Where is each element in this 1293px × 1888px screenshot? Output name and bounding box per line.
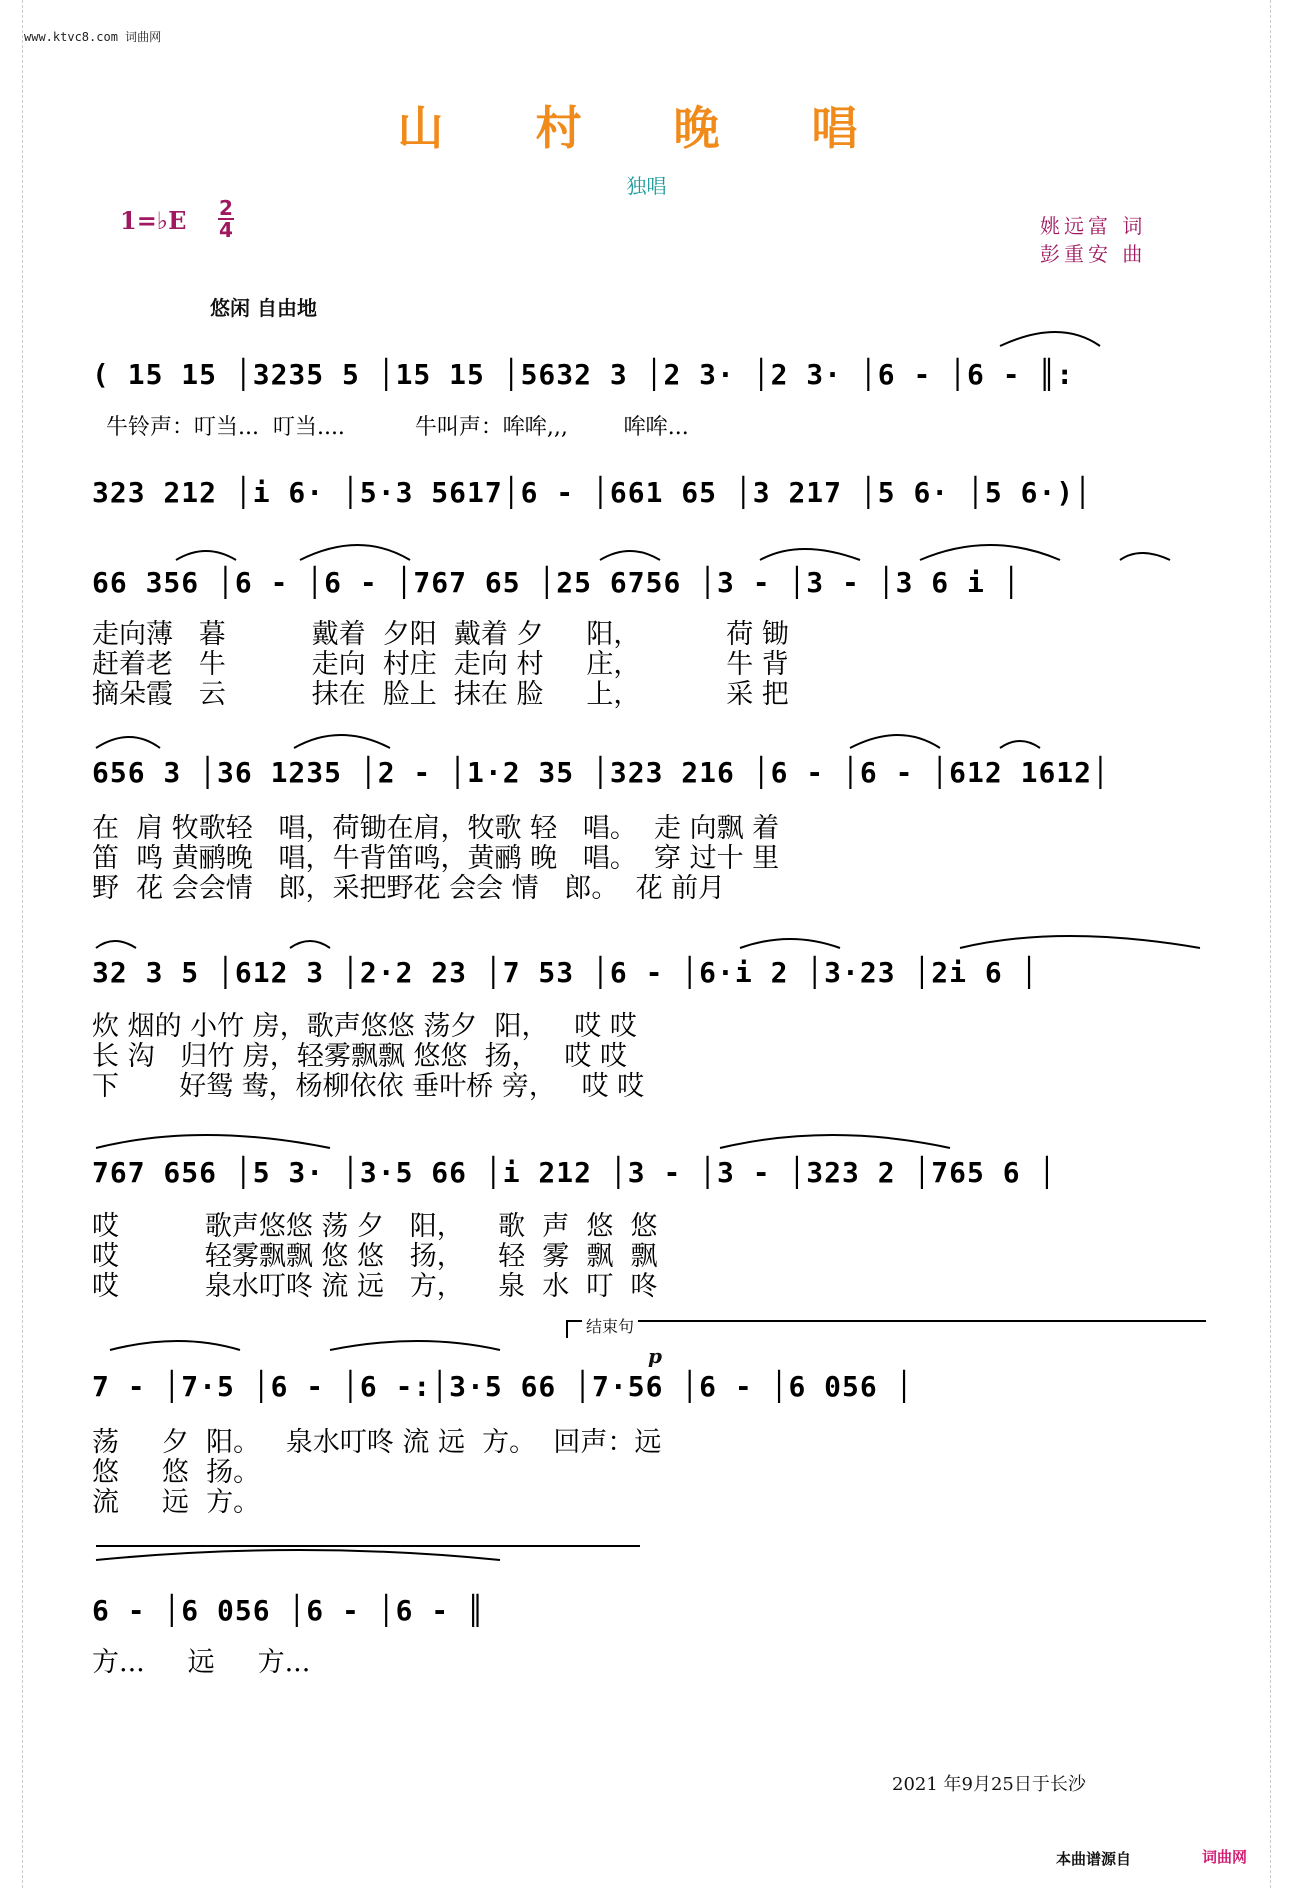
lyric-line: 牛铃声：叮当... 叮当.... 牛叫声：哞哞,,, 哞哞... <box>92 415 689 440</box>
composition-date: 2021 年9月25日于长沙 <box>892 1774 1086 1795</box>
ending-label: 结束句 <box>582 1314 638 1337</box>
source-site-link[interactable]: 词曲网 <box>1202 1848 1248 1866</box>
lyric-line: 笛 鸣 黄鹂晚 唱，牛背笛鸣，黄鹂 晚 唱。 穿 过十 里 <box>92 843 780 874</box>
lyric-line: 哎 轻雾飘飘 悠 悠 扬， 轻 雾 飘 飘 <box>92 1241 658 1272</box>
song-subtitle: 独唱 <box>626 174 667 198</box>
right-margin-strip <box>1270 0 1285 1888</box>
lyric-line: 方... 远 方... <box>92 1647 311 1678</box>
notation-text: 323 212 │i 6· │5·3 5617│6 - │661 65 │3 217 │5 6· │5 6·)│ <box>92 476 1093 509</box>
notation-row-7 <box>86 1366 1206 1406</box>
lyric-line: 炊 烟的 小竹 房，歌声悠悠 荡夕 阳， 哎 哎 <box>92 1011 637 1042</box>
tempo-marking: 悠闲 自由地 <box>210 296 317 320</box>
site-watermark[interactable]: www.ktvc8.com 词曲网 <box>24 30 162 44</box>
time-bottom: 4 <box>219 218 233 242</box>
lyric-line: 摘朵霞 云 抹在 脸上 抹在 脸 上， 采 把 <box>92 679 789 710</box>
notation-text: 66 356 │6 - │6 - │767 65 │25 6756 │3 - │3 - │3 6 i │ <box>92 566 1021 599</box>
lyric-line: 赶着老 牛 走向 村庄 走向 村 庄， 牛 背 <box>92 649 789 680</box>
notation-text: 7 - │7·5 │6 - │6 -:│3·5 66 │7·56 │6 - │6 056 │ <box>92 1370 914 1403</box>
lyric-line: 走向薄 暮 戴着 夕阳 戴着 夕 阳， 荷 锄 <box>92 619 789 650</box>
lyric-line: 野 花 会会情 郎，采把野花 会会 情 郎。 花 前月 <box>92 873 726 904</box>
notation-text: 6 - │6 056 │6 - │6 - ║ <box>92 1594 485 1627</box>
notation-row-3 <box>86 562 1206 602</box>
lyric-line: 荡 夕 阳。 泉水叮咚 流 远 方。 回声：远 <box>92 1427 662 1458</box>
song-title: 山 村 晚 唱 <box>397 101 896 155</box>
notation-text: 656 3 │36 1235 │2 - │1·2 35 │323 216 │6 - │6 - │612 1612│ <box>92 756 1110 789</box>
lyricist-credit: 姚远富 词 <box>1040 214 1147 238</box>
dynamic-marking: p <box>648 1344 662 1368</box>
composer-credit: 彭重安 曲 <box>1040 242 1147 266</box>
time-signature <box>218 198 234 240</box>
notation-text: 32 3 5 │612 3 │2·2 23 │7 53 │6 - │6·i 2 │3·23 │2i 6 │ <box>92 956 1039 989</box>
lyric-line: 下 好鸳 鸯，杨柳依依 垂叶桥 旁， 哎 哎 <box>92 1071 645 1102</box>
notation-row-8 <box>86 1590 1206 1630</box>
notation-row-5 <box>86 952 1206 992</box>
source-note: 本曲谱源自 <box>1056 1850 1132 1868</box>
lyric-line: 长 沟 归竹 房，轻雾飘飘 悠悠 扬， 哎 哎 <box>92 1041 627 1072</box>
notation-row-1 <box>86 354 1206 394</box>
ending-bracket <box>566 1317 1206 1342</box>
lyric-line: 哎 歌声悠悠 荡 夕 阳， 歌 声 悠 悠 <box>92 1211 658 1242</box>
lyric-line: 在 肩 牧歌轻 唱，荷锄在肩，牧歌 轻 唱。 走 向飘 着 <box>92 813 780 844</box>
notation-row-4 <box>86 752 1206 792</box>
notation-row-2 <box>86 472 1206 512</box>
notation-row-6 <box>86 1152 1206 1192</box>
lyric-line: 悠 悠 扬。 <box>92 1457 261 1488</box>
lyric-line: 流 远 方。 <box>92 1487 261 1518</box>
lyric-line: 哎 泉水叮咚 流 远 方， 泉 水 叮 咚 <box>92 1271 658 1302</box>
notation-text: 767 656 │5 3· │3·5 66 │i 212 │3 - │3 - │323 2 │765 6 │ <box>92 1156 1057 1189</box>
time-top: 2 <box>219 196 233 220</box>
notation-text: ( 15 15 │3235 5 │15 15 │5632 3 │2 3· │2 3· │6 - │6 - ║: <box>92 358 1075 391</box>
key-signature: 1=♭E <box>120 206 187 235</box>
left-margin-strip <box>8 0 23 1888</box>
